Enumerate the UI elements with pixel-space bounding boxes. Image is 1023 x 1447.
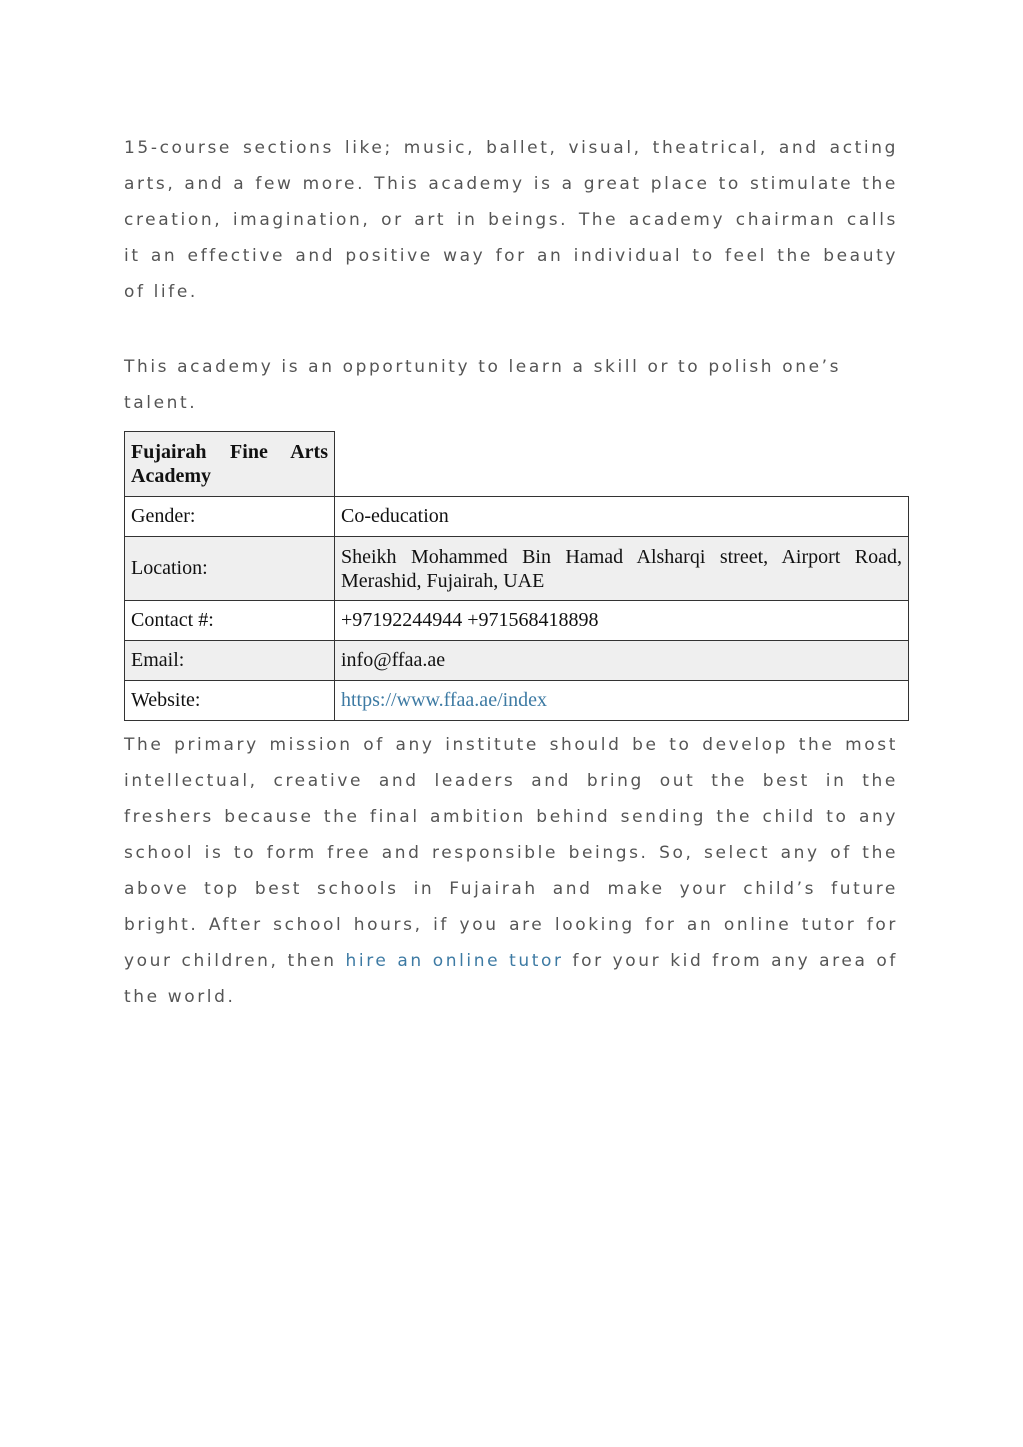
hire-tutor-link[interactable]: hire an online tutor bbox=[345, 951, 564, 971]
academy-info-table bbox=[124, 431, 909, 721]
opportunity-paragraph: This academy is an opportunity to learn a skill or to polish one’s talent. bbox=[124, 357, 842, 413]
contact-value: +97192244944 +971568418898 bbox=[335, 601, 909, 641]
intro-paragraph: 15-course sections like; music, ballet, visual, theatrical, and acting arts, and a few more. This academy is a great place to stimulate the creation, imagination, or art in beings. The academy chairman calls it an effective and positive way for an individual to feel the beauty of life. bbox=[124, 138, 898, 302]
header-empty-cell bbox=[335, 432, 909, 497]
table-header-row bbox=[125, 432, 909, 497]
table-row bbox=[125, 681, 909, 721]
mission-text-start: The primary mission of any institute should be to develop the most intellectual, creative and leaders and bring out the best in the freshers because the final ambition behind sending the child to any school is to form free and responsible beings. So, select any of the above top best schools in Fujairah and make your child’s future bright. After school hours, if you are looking for an online tutor for your children, then bbox=[124, 735, 898, 971]
location-label: Location: bbox=[125, 537, 335, 601]
contact-label: Contact #: bbox=[125, 601, 335, 641]
academy-name-cell: Fujairah Fine Arts Academy bbox=[125, 432, 335, 497]
table-row bbox=[125, 601, 909, 641]
email-label: Email: bbox=[125, 641, 335, 681]
website-label: Website: bbox=[125, 681, 335, 721]
gender-label: Gender: bbox=[125, 497, 335, 537]
website-link[interactable]: https://www.ffaa.ae/index bbox=[341, 689, 548, 711]
website-value[interactable] bbox=[335, 681, 909, 721]
table-row bbox=[125, 537, 909, 601]
gender-value: Co-education bbox=[335, 497, 909, 537]
mission-paragraph bbox=[124, 727, 898, 1015]
mission-text-end: for your kid from any area of the world. bbox=[124, 951, 898, 1007]
location-value: Sheikh Mohammed Bin Hamad Alsharqi street, Airport Road, Merashid, Fujairah, UAE bbox=[335, 537, 909, 601]
document-page bbox=[124, 130, 902, 1015]
email-value: info@ffaa.ae bbox=[335, 641, 909, 681]
table-row bbox=[125, 497, 909, 537]
table-row bbox=[125, 641, 909, 681]
